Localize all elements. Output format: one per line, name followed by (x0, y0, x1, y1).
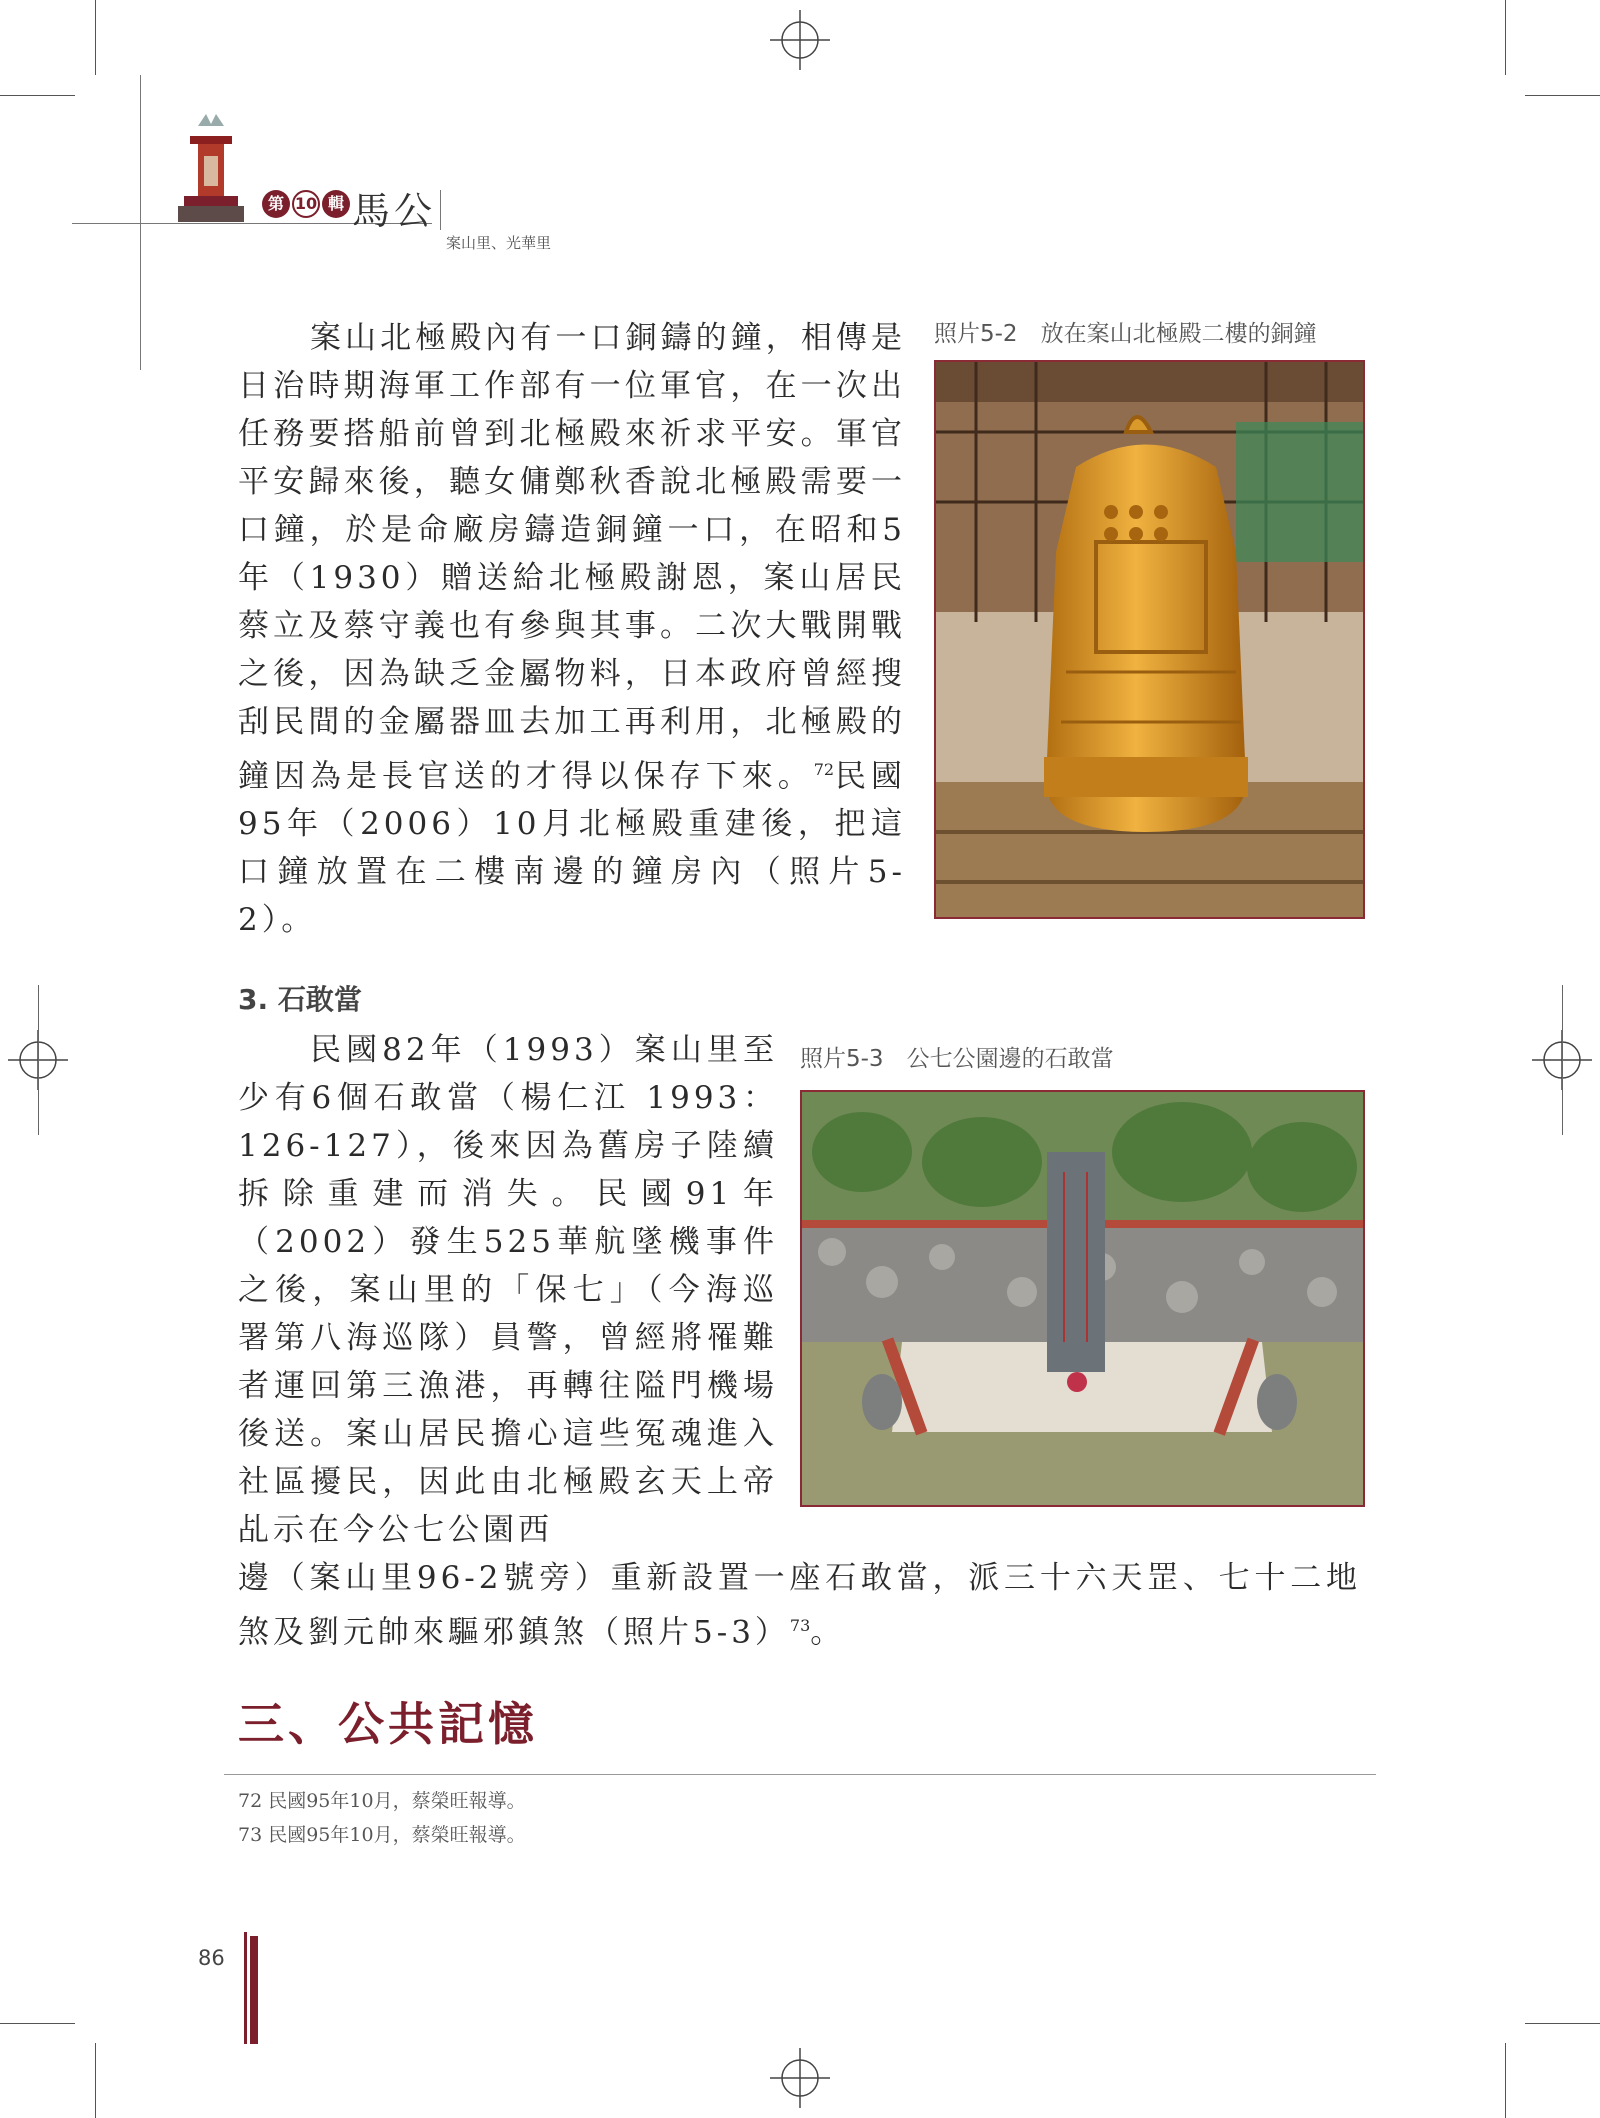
tower-logo-icon (176, 112, 246, 224)
paragraph-stone-stele-tail: 邊（案山里96-2號旁）重新設置一座石敢當，派三十六天罡、七十二地煞及劉元帥來驅邪鎮煞（照片5-3） (238, 1560, 1361, 1651)
footnote-ref-73: 73 (789, 1616, 811, 1635)
sublocation-label: 案山里、光華里 (446, 234, 552, 252)
footnote-ref-72: 72 (813, 760, 835, 779)
series-prefix: 第 (262, 190, 290, 218)
footnote-divider (224, 1774, 1376, 1775)
page-number-bar (244, 1932, 247, 2044)
section-title: 三、公共記憶 (238, 1697, 538, 1751)
footnote-73: 73 民國95年10月，蔡榮旺報導。 (238, 1824, 526, 1846)
photo-caption-5-2: 照片5-2 放在案山北極殿二樓的銅鐘 (934, 321, 1317, 347)
page-number-bar-thick (250, 1936, 258, 2044)
subsection-heading: 3. 石敢當 (238, 983, 362, 1016)
photo-caption-5-3: 照片5-3 公七公園邊的石敢當 (800, 1046, 1114, 1072)
paragraph-bell (238, 314, 906, 944)
paragraph-stone-stele-period: 。 (810, 1614, 846, 1651)
series-badge (262, 190, 350, 218)
series-number: 10 (292, 190, 320, 218)
paragraph-bell-tail: 民國95年（2006）10月北極殿重建後，把這口鐘放置在二樓南邊的鐘房內（照片5-2）。 (238, 758, 907, 939)
registration-mark-top (770, 10, 830, 70)
series-suffix: 輯 (322, 190, 350, 218)
bell-photo (934, 360, 1365, 919)
footnote-72: 72 民國95年10月，蔡榮旺報導。 (238, 1790, 526, 1812)
paragraph-stone-stele-end (238, 1554, 1361, 1656)
page-number: 86 (198, 1946, 225, 1970)
paragraph-stone-stele (238, 1026, 778, 1554)
stone-stele-photo (800, 1090, 1365, 1507)
town-title: 馬公 (352, 189, 437, 233)
paragraph-stone-stele-text: 民國82年（1993）案山里至少有6個石敢當（楊仁江 1993：126-127），後來因為舊房子陸續拆除重建而消失。民國91年（2002）發生525華航墜機事件之後，案山里的「保七」（今海巡署第八海巡隊）員警，曾經將罹難者運回第三漁港，再轉往隘門機場後送。案山居民擔心這些冤魂進入社區擾民，因此由北極殿玄天上帝乩示在今公七公園西 (238, 1032, 778, 1548)
paragraph-bell-text: 案山北極殿內有一口銅鑄的鐘，相傳是日治時期海軍工作部有一位軍官，在一次出任務要搭船前曾到北極殿來祈求平安。軍官平安歸來後，聽女傭鄭秋香說北極殿需要一口鐘，於是命廠房鑄造銅鐘一口，在昭和5年（1930）贈送給北極殿謝恩，案山居民蔡立及蔡守義也有參與其事。二次大戰開戰之後，因為缺乏金屬物料，日本政府曾經搜刮民間的金屬器皿去加工再利用，北極殿的鐘因為是長官送的才得以保存下來。 (238, 320, 906, 795)
registration-mark-bottom (770, 2048, 830, 2108)
